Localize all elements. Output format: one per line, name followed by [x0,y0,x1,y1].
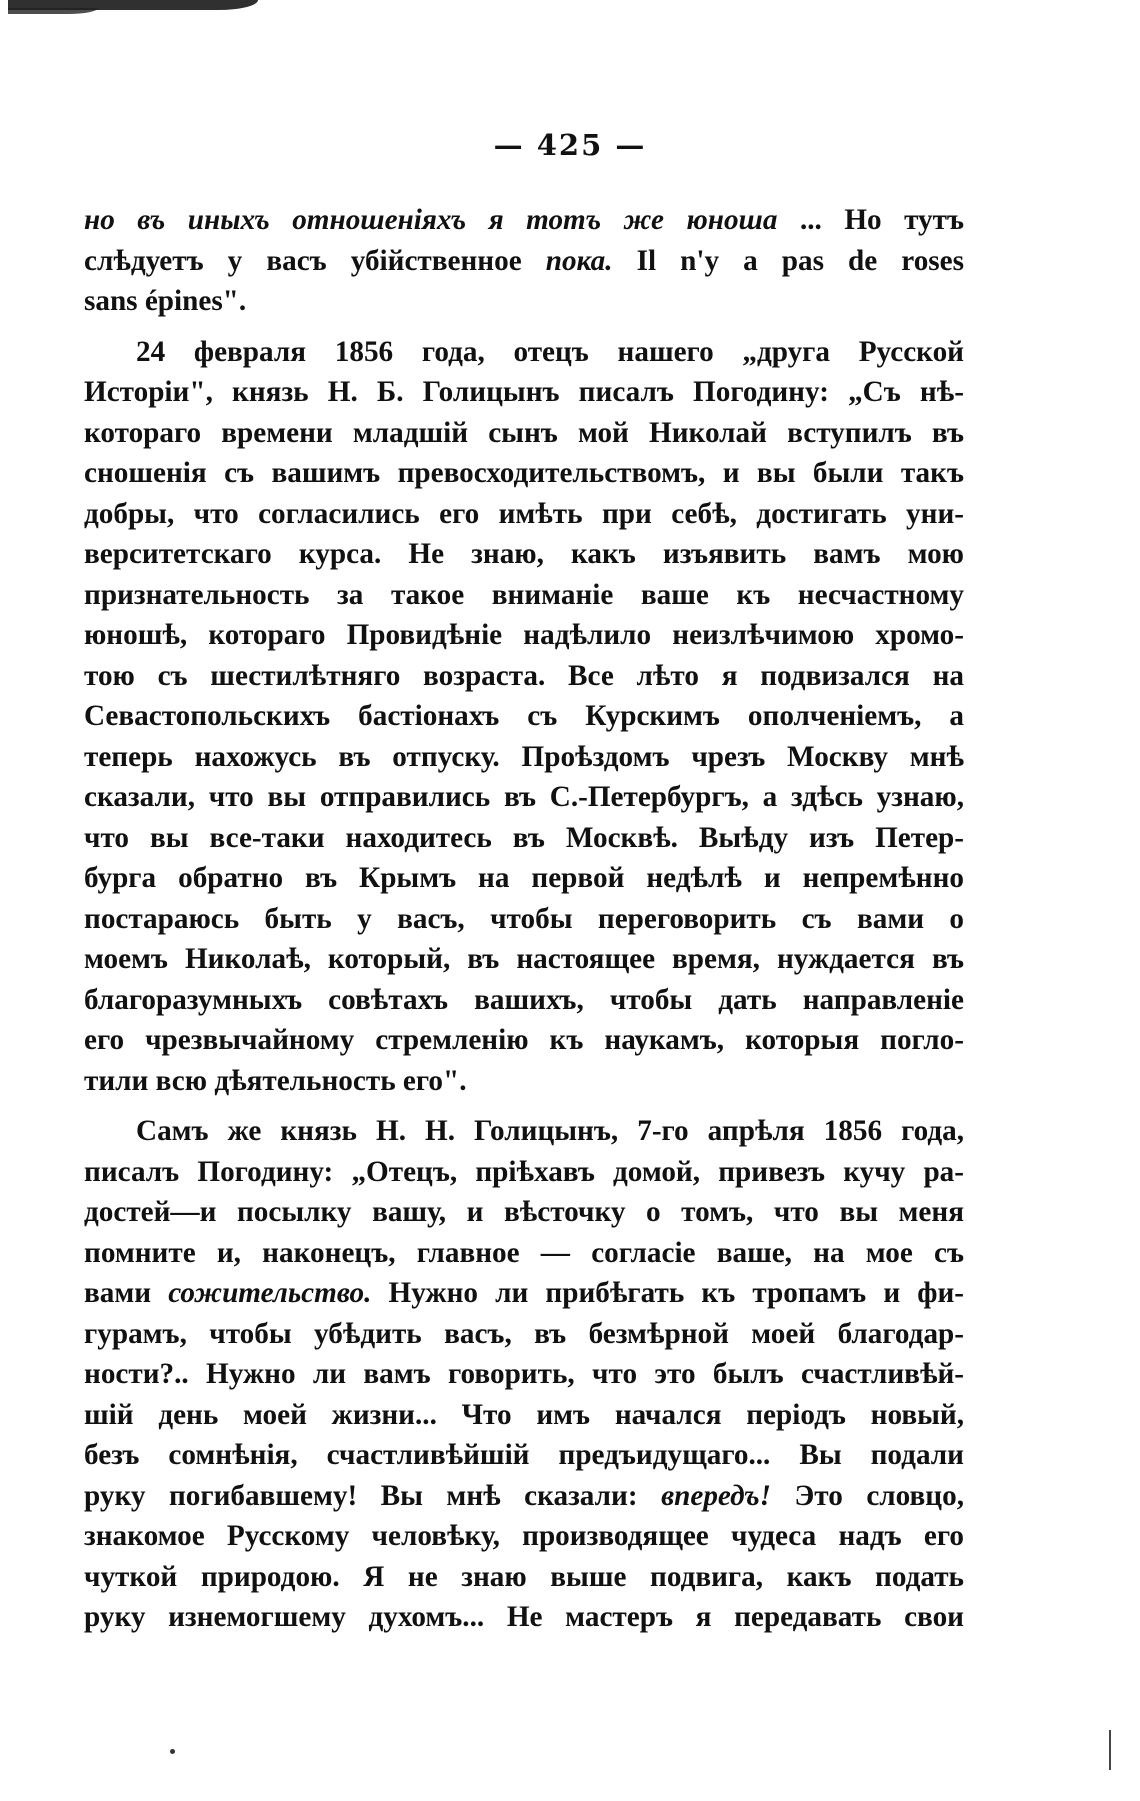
text-line [84,1152,964,1193]
text-segment: Севастопольскихъ бастіонахъ съ Курскимъ ополченіемъ, а [84,700,964,732]
text-segment: sans épines". [84,285,247,317]
text-segment: сказали, что вы отправились въ С.-Петербургъ, а здѣсь узнаю, [84,781,964,813]
text-line [84,1111,964,1152]
text-line [84,534,964,575]
text-line [84,1557,964,1598]
text-segment: котораго времени младшій сынъ мой Николай вступилъ въ [84,416,964,449]
text-segment: чуткой природою. Я не знаю выше подвига, какъ подать [84,1560,964,1593]
text-line [84,858,964,899]
text-segment: безъ сомнѣнія, счастливѣйшій предъидущаго... Вы подали [84,1439,964,1471]
text-line [84,1435,964,1476]
body-text [84,200,964,1638]
text-line [84,899,964,940]
text-segment: шій день моей жизни... Что имъ начался періодъ новый, [84,1398,964,1431]
text-segment: слѣдуетъ у васъ убійственное [84,244,546,277]
text-line [84,1233,964,1274]
text-segment: Это словцо, [770,1479,965,1512]
text-segment: Самъ же князь Н. Н. Голицынъ, 7-го апрѣля 1856 года, [136,1115,964,1147]
text-line [84,372,964,413]
text-segment: достей—и посылку вашу, и вѣсточку о томъ, что вы меня [84,1196,964,1228]
text-line [84,1061,964,1102]
text-line [84,656,964,697]
text-segment: признательность за такое вниманіе ваше къ несчастному [84,578,964,611]
text-segment: сношенія съ вашимъ превосходительствомъ, и вы были такъ [84,457,964,489]
text-segment: ности?.. Нужно ли вамъ говорить, что это былъ счастливѣй- [84,1358,964,1390]
text-line [84,281,964,322]
text-line [84,241,964,282]
text-line [84,575,964,616]
text-line [84,939,964,980]
text-segment: бурга обратно въ Крымъ на первой недѣлѣ и непремѣнно [84,862,964,894]
text-segment: Нужно ли прибѣгать къ тропамъ и фи- [371,1277,964,1309]
text-line [84,1395,964,1436]
text-segment: вами [84,1277,169,1309]
text-line [84,818,964,859]
scan-edge-line [1109,1730,1111,1770]
text-line [84,332,964,373]
text-line [84,777,964,818]
page-number: — 425 — [493,128,647,162]
text-segment: постараюсь быть у васъ, чтобы переговорить съ вами о [84,902,964,935]
text-segment: благоразумныхъ совѣтахъ вашихъ, чтобы дать направленіе [84,983,964,1016]
text-segment: теперь нахожусь въ отпуску. Проѣздомъ чрезъ Москву мнѣ [84,740,964,773]
text-segment: Исторіи", князь Н. Б. Голицынъ писалъ Погодину: „Съ нѣ- [84,376,964,408]
text-line [84,1354,964,1395]
text-line [84,200,964,241]
text-segment: знакомое Русскому человѣку, производящее чудеса надъ его [84,1520,964,1552]
text-line [84,980,964,1021]
text-segment: верситетскаго курса. Не знаю, какъ изъявить вамъ мою [84,538,964,570]
text-segment: его чрезвычайному стремленію къ наукамъ, которыя погло- [84,1024,964,1056]
text-segment: юношѣ, котораго Провидѣніе надѣлило неизлѣчимою хромо- [84,619,964,651]
text-segment: руку изнемогшему духомъ... Не мастеръ я передавать свои [84,1601,964,1633]
text-line [84,413,964,454]
scan-smudge-bar-small [8,8,98,14]
text-line [84,737,964,778]
text-segment: гурамъ, чтобы убѣдить васъ, въ безмѣрной моей благодар- [84,1317,964,1350]
scan-speck [170,1749,175,1754]
paragraph-gap [84,322,964,332]
text-segment: Il n'y a pas de roses [612,244,964,277]
italic-text: пока. [545,244,613,277]
text-line [84,615,964,656]
text-segment: ... Но тутъ [777,204,964,236]
italic-text: но въ иныхъ отношеніяхъ я тотъ же юноша [84,204,778,236]
text-line [84,1273,964,1314]
text-line [84,1020,964,1061]
text-segment: тою съ шестилѣтняго возраста. Все лѣто я подвизался на [84,659,964,692]
text-line [84,494,964,535]
text-segment: помните и, наконецъ, главное — согласіе ваше, на мое съ [84,1236,964,1269]
italic-text: сожительство. [168,1277,372,1309]
italic-text: впередъ! [661,1479,771,1512]
scan-edge-smudge [0,0,300,28]
paragraph-gap [84,1101,964,1111]
text-line [84,1314,964,1355]
text-line [84,696,964,737]
text-line [84,1597,964,1638]
text-line [84,453,964,494]
text-line [84,1516,964,1557]
text-line [84,1476,964,1517]
text-segment: добры, что согласились его имѣть при себѣ, достигать уни- [84,497,964,530]
text-segment: руку погибавшему! Вы мнѣ сказали: [84,1479,662,1512]
text-line [84,1192,964,1233]
text-segment: тили всю дѣятельность его". [84,1064,467,1097]
text-segment: моемъ Николаѣ, который, въ настоящее время, нуждается въ [84,943,964,975]
text-segment: что вы все-таки находитесь въ Москвѣ. Выѣду изъ Петер- [84,821,964,854]
text-segment: 24 февраля 1856 года, отецъ нашего „друга Русской [136,335,964,368]
text-segment: писалъ Погодину: „Отецъ, пріѣхавъ домой, привезъ кучу ра- [84,1155,964,1188]
